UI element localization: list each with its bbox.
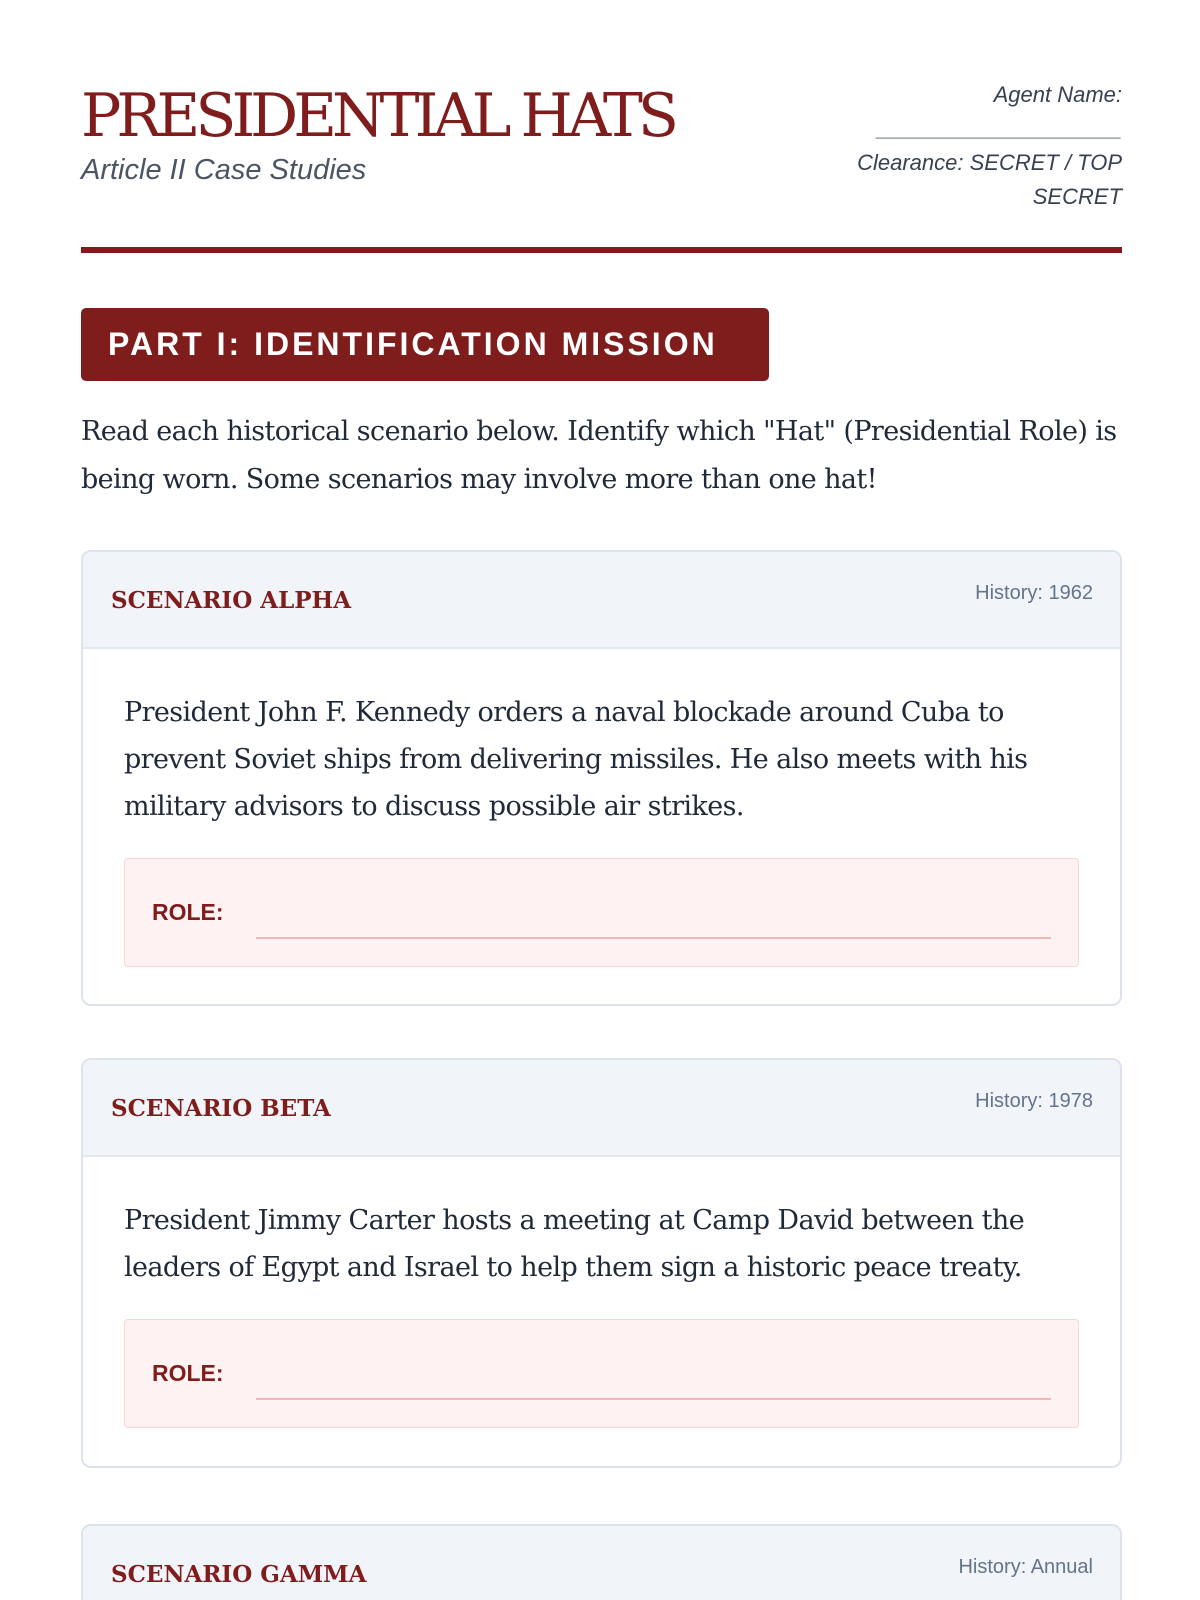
scenario-year: History: Annual (958, 1556, 1093, 1578)
scenario-card (81, 1524, 1122, 1600)
scenario-title: SCENARIO BETA (111, 1095, 331, 1122)
scenario-header (83, 1060, 1120, 1157)
page-title: PRESIDENTIAL HATS (81, 81, 675, 151)
role-answer-box (124, 858, 1079, 967)
header-divider (81, 247, 1122, 253)
role-label: ROLE: (152, 899, 224, 925)
scenario-header (83, 1526, 1120, 1600)
instructions-text: Read each historical scenario below. Identify which "Hat" (Presidential Role) is being worn. Some scenarios may involve more than one hat! (81, 416, 1117, 495)
page-subtitle: Article II Case Studies (81, 154, 367, 186)
role-label: ROLE: (152, 1360, 224, 1386)
agent-info (792, 78, 1122, 214)
scenario-year: History: 1962 (975, 582, 1093, 604)
scenario-card (81, 1058, 1122, 1468)
scenario-text: President John F. Kennedy orders a naval blockade around Cuba to prevent Soviet ships from delivering missiles. He also meets with his military advisors to discuss possible air strikes. (124, 697, 1028, 822)
role-answer-box (124, 1319, 1079, 1428)
scenario-body (83, 1157, 1120, 1428)
scenario-card (81, 550, 1122, 1006)
scenario-title: SCENARIO GAMMA (111, 1561, 367, 1588)
role-answer-line[interactable] (256, 1398, 1051, 1400)
clearance-label: Clearance: SECRET / TOP SECRET (857, 150, 1122, 209)
scenario-year: History: 1978 (975, 1090, 1093, 1112)
scenario-title: SCENARIO ALPHA (111, 587, 352, 614)
scenario-body (83, 649, 1120, 967)
scenario-header (83, 552, 1120, 649)
agent-name-label: Agent Name: (993, 82, 1122, 107)
scenario-text: President Jimmy Carter hosts a meeting at Camp David between the leaders of Egypt and Israel to help them sign a historic peace treaty. (124, 1205, 1025, 1283)
role-answer-line[interactable] (256, 937, 1051, 939)
section-banner (81, 308, 769, 381)
section-title: PART I: IDENTIFICATION MISSION (108, 326, 718, 362)
agent-name-blank[interactable]: ____________________ (877, 116, 1122, 141)
page-header (81, 0, 1122, 255)
